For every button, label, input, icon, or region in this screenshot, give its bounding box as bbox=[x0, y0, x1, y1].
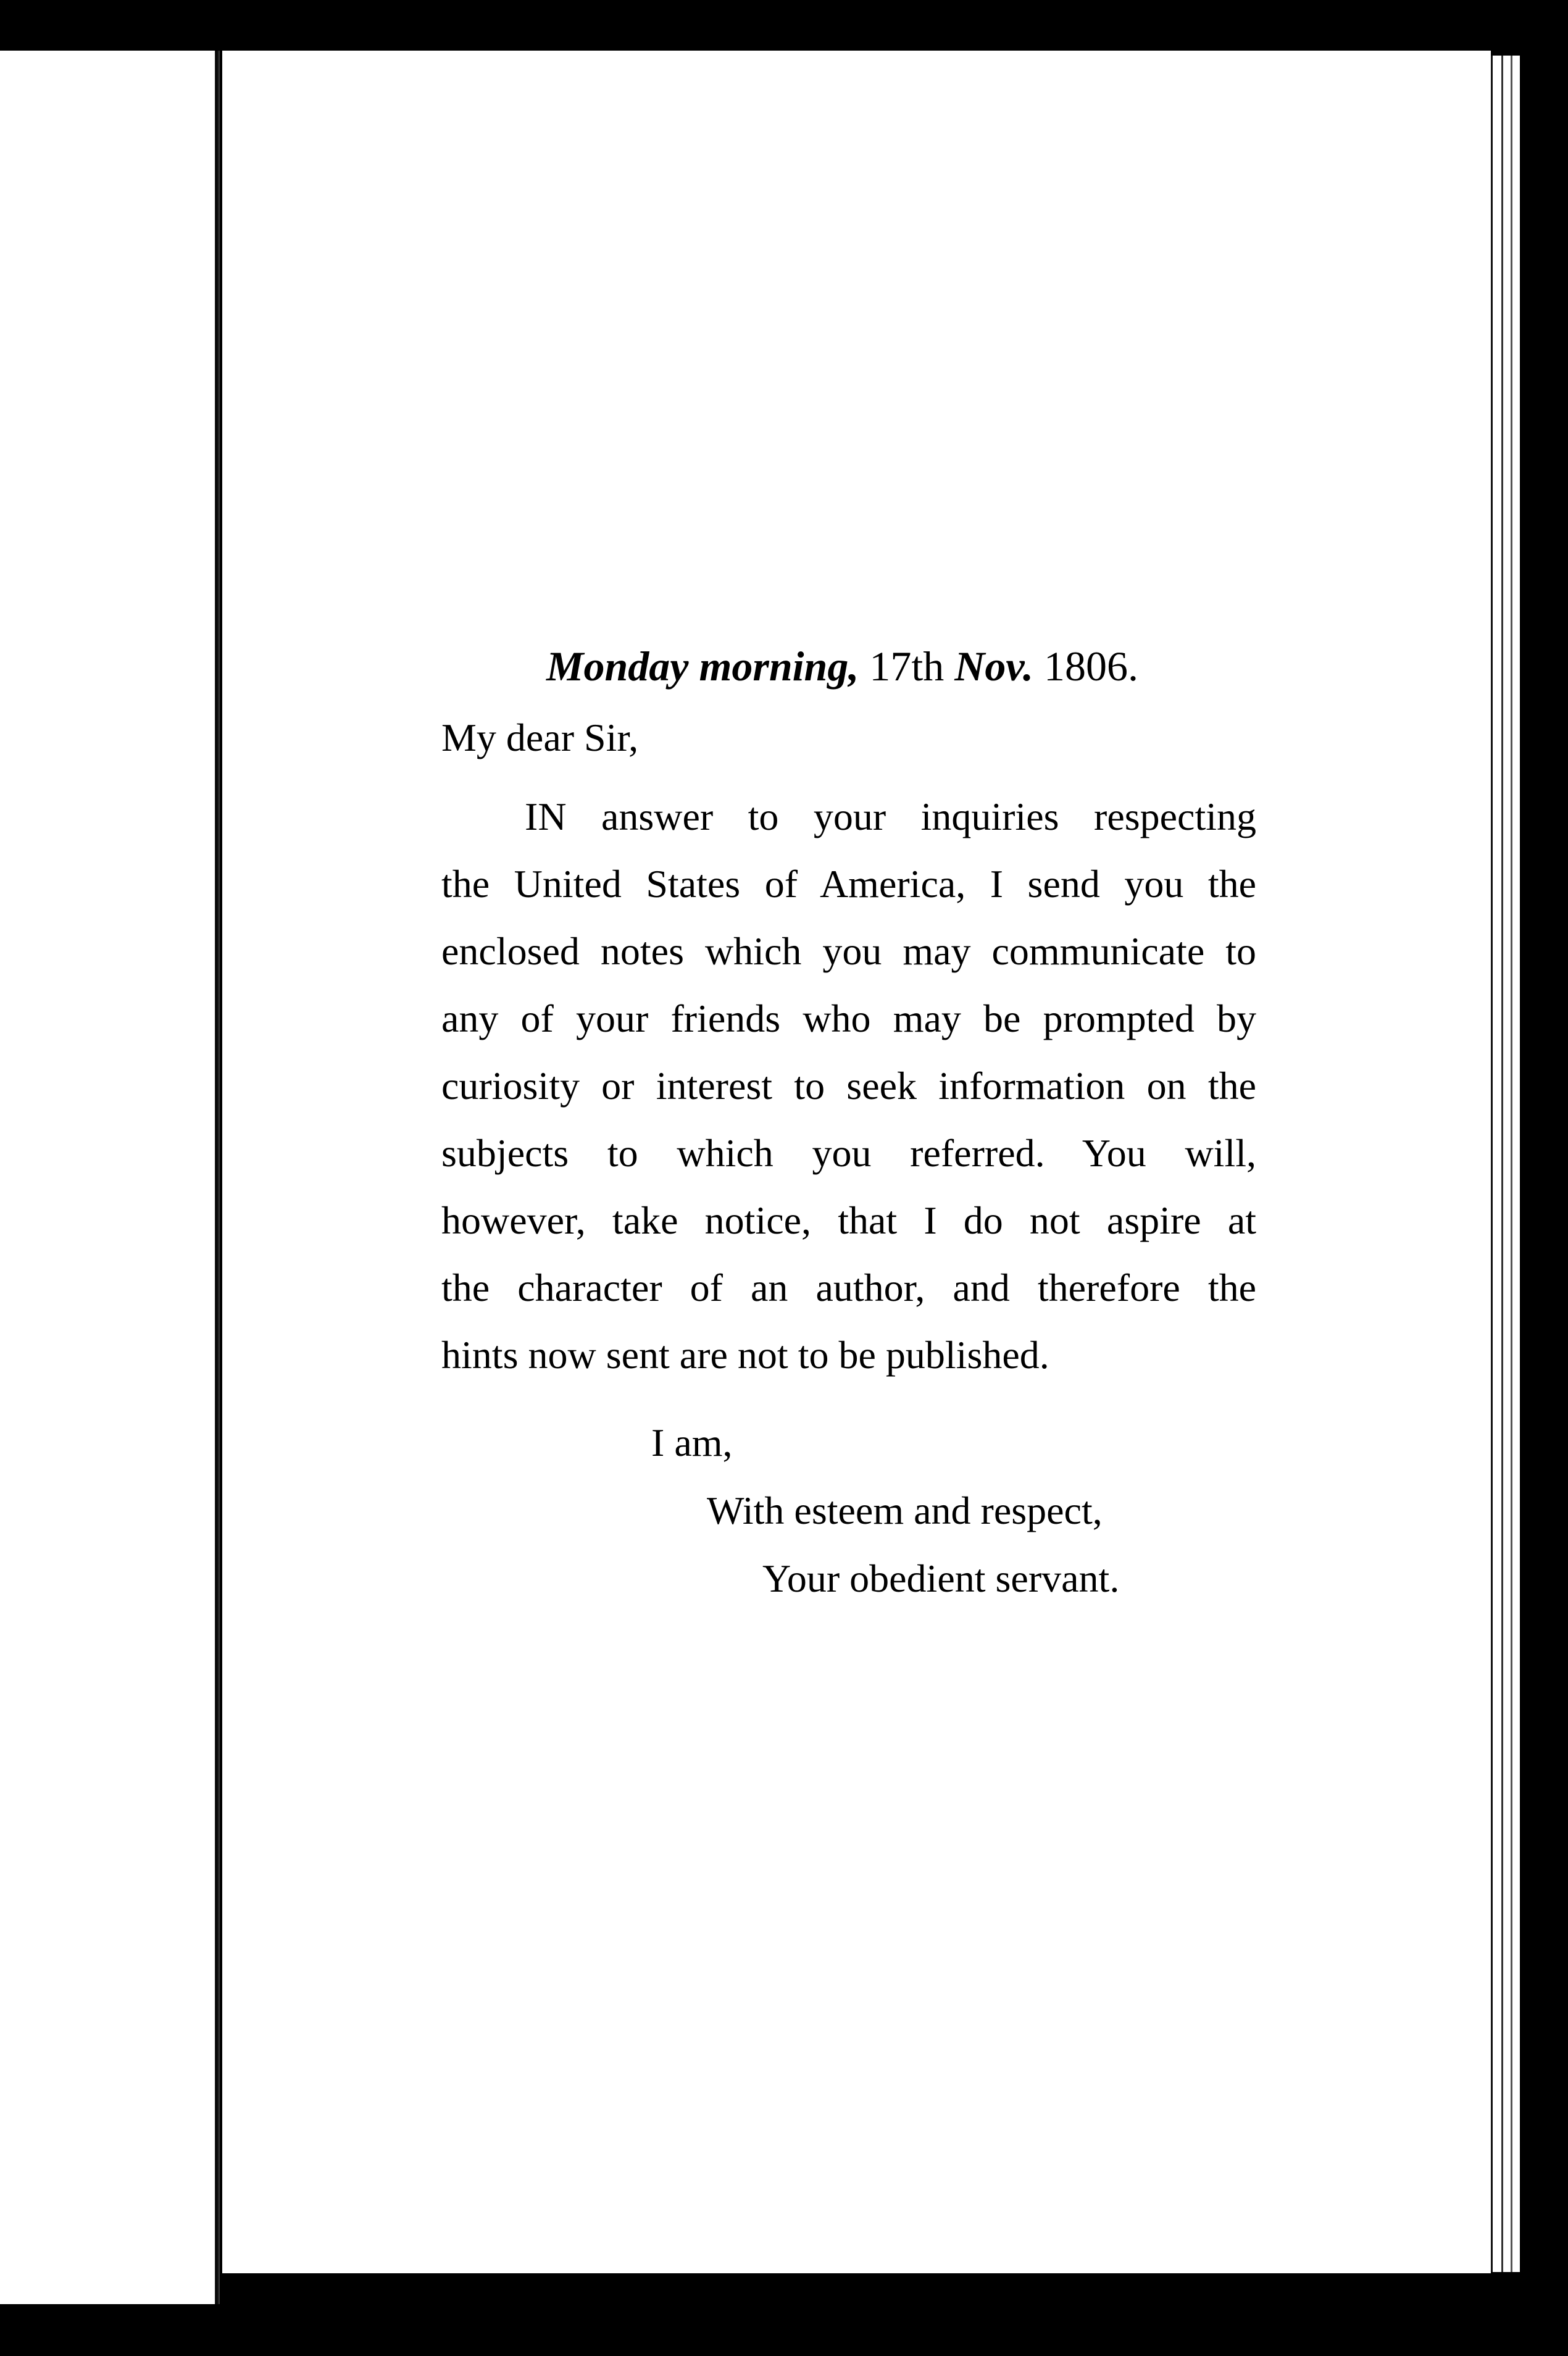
body-line: however, take notice, that I do not aspire at bbox=[441, 1198, 1256, 1242]
body-line: hints now sent are not to be published. bbox=[441, 1333, 1049, 1377]
date-month: Nov. bbox=[954, 643, 1034, 690]
closing-line: I am, bbox=[651, 1421, 733, 1464]
body-line: any of your friends who may be prompted by bbox=[441, 996, 1256, 1040]
body-line: IN answer to your inquiries respecting bbox=[525, 795, 1256, 838]
closing-signoff: Your obedient servant. bbox=[762, 1556, 1120, 1600]
body-line: enclosed notes which you may communicate to bbox=[441, 929, 1256, 973]
salutation: My dear Sir, bbox=[441, 716, 639, 759]
date-weekday: Monday morning, bbox=[546, 643, 859, 690]
date-day: 17th bbox=[869, 643, 945, 690]
closing-line: With esteem and respect, bbox=[707, 1489, 1103, 1532]
body-line: curiosity or interest to seek information on the bbox=[441, 1064, 1256, 1108]
page-edge bbox=[1511, 56, 1520, 2272]
body-line: the United States of America, I send you the bbox=[441, 862, 1256, 906]
date-year: 1806. bbox=[1044, 643, 1139, 690]
letter-body bbox=[441, 783, 1256, 1389]
body-line: subjects to which you referred. You will, bbox=[441, 1131, 1256, 1175]
body-line: the character of an author, and therefore the bbox=[441, 1266, 1256, 1310]
letter-date bbox=[546, 642, 1138, 691]
page-edge bbox=[1501, 56, 1511, 2272]
page-edge bbox=[1491, 56, 1501, 2272]
left-facing-page bbox=[0, 51, 216, 2304]
